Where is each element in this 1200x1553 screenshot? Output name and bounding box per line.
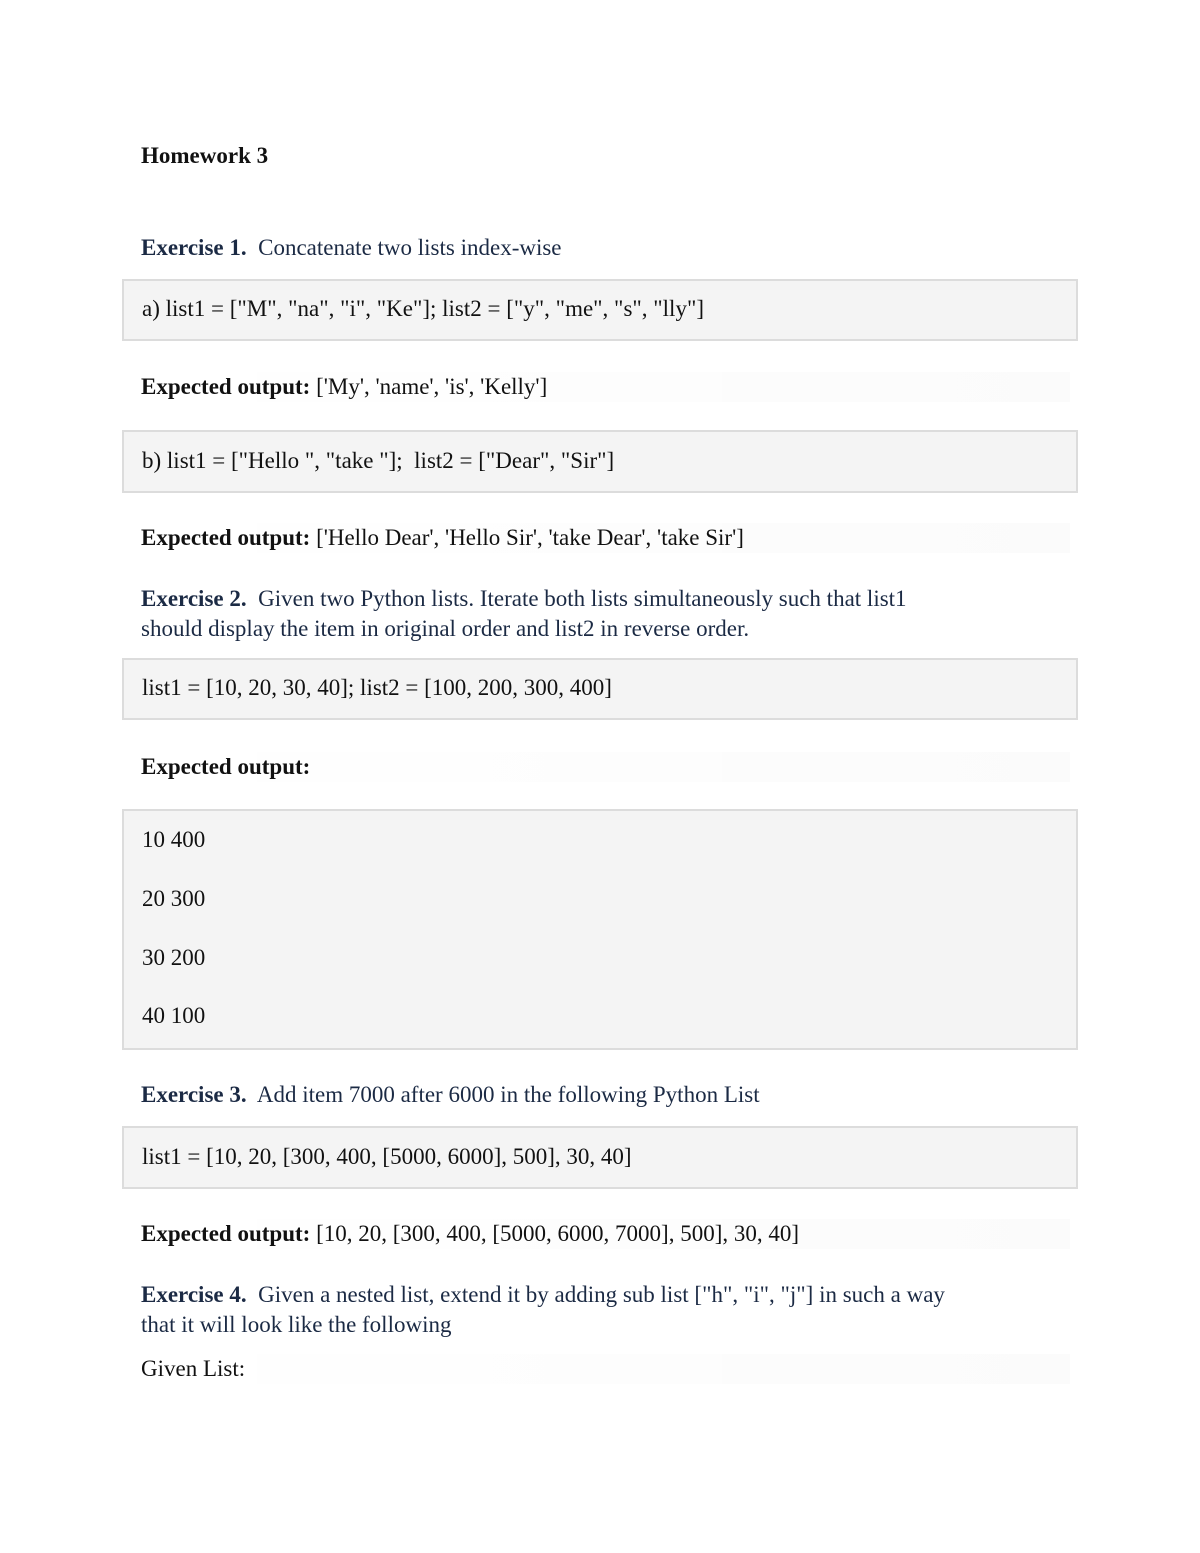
output-line: 10 400 xyxy=(142,827,206,852)
output-line: 30 200 xyxy=(142,945,206,970)
exercise-3-text: Add item 7000 after 6000 in the following Python List xyxy=(256,1082,760,1107)
output-line: 40 100 xyxy=(142,1003,206,1028)
exercise-4-heading xyxy=(141,1280,1070,1340)
page-title: Homework 3 xyxy=(141,143,269,168)
exercise-4-text-line2: that it will look like the following xyxy=(141,1312,452,1337)
exercise-2-heading xyxy=(141,584,1070,644)
expected-label: Expected output: xyxy=(141,525,311,550)
expected-label: Expected output: xyxy=(141,1221,311,1246)
exercise-1b-code: b) list1 = ["Hello ", "take "]; list2 = ["Dear", "Sir"] xyxy=(142,448,615,473)
expected-label: Expected output: xyxy=(141,374,311,399)
exercise-1a-expected xyxy=(141,372,1070,402)
exercise-3-expected xyxy=(141,1219,1070,1249)
exercise-3-code-box xyxy=(122,1126,1078,1189)
exercise-3-label: Exercise 3. xyxy=(141,1082,247,1107)
exercise-3-code: list1 = [10, 20, [300, 400, [5000, 6000], 500], 30, 40] xyxy=(142,1144,632,1169)
output-line: 20 300 xyxy=(142,886,206,911)
exercise-1-label: Exercise 1. xyxy=(141,235,247,260)
exercise-2-expected xyxy=(141,752,1070,782)
exercise-2-text-line2: should display the item in original order and list2 in reverse order. xyxy=(141,616,750,641)
exercise-3-heading xyxy=(141,1080,1070,1110)
expected-label: Expected output: xyxy=(141,754,311,779)
exercise-2-code: list1 = [10, 20, 30, 40]; list2 = [100, 200, 300, 400] xyxy=(142,675,612,700)
expected-value: ['Hello Dear', 'Hello Sir', 'take Dear', 'take Sir'] xyxy=(316,525,744,550)
exercise-2-text-line1: Given two Python lists. Iterate both lists simultaneously such that list1 xyxy=(258,586,907,611)
exercise-4-text-line1: Given a nested list, extend it by adding sub list ["h", "i", "j"] in such a way xyxy=(258,1282,945,1307)
exercise-4-label: Exercise 4. xyxy=(141,1282,247,1307)
expected-value: [10, 20, [300, 400, [5000, 6000, 7000], 500], 30, 40] xyxy=(316,1221,800,1246)
exercise-1a-code: a) list1 = ["M", "na", "i", "Ke"]; list2 = ["y", "me", "s", "lly"] xyxy=(142,296,704,321)
exercise-1b-code-box xyxy=(122,430,1078,493)
exercise-2-output-box xyxy=(122,809,1078,1050)
exercise-2-code-box xyxy=(122,658,1078,720)
exercise-1-text: Concatenate two lists index-wise xyxy=(258,235,562,260)
exercise-2-label: Exercise 2. xyxy=(141,586,247,611)
exercise-1-heading xyxy=(141,233,1070,263)
exercise-1b-expected xyxy=(141,523,1070,553)
expected-value: ['My', 'name', 'is', 'Kelly'] xyxy=(316,374,548,399)
exercise-1a-code-box xyxy=(122,279,1078,341)
given-list-label: Given List: xyxy=(141,1354,1070,1384)
